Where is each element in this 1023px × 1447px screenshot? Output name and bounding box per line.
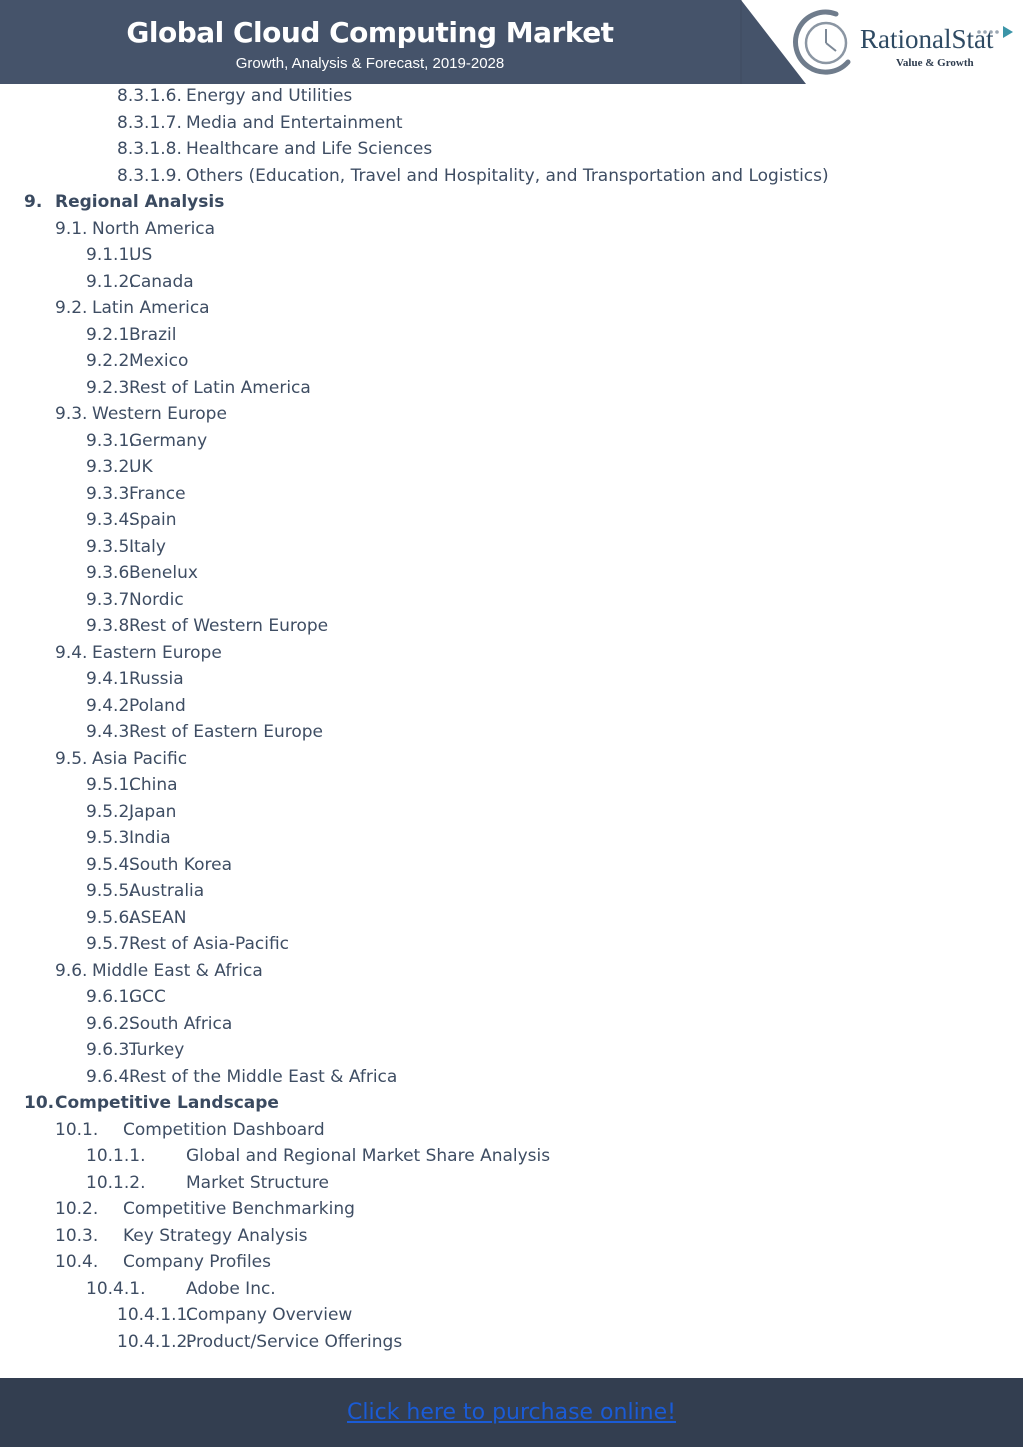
toc-label: Poland: [129, 695, 186, 716]
toc-number: 10.4.1.2.: [117, 1331, 193, 1352]
toc-number: 9.1.1.: [86, 245, 135, 265]
toc-label: Japan: [129, 801, 177, 822]
toc-number: 8.3.1.6.: [117, 86, 182, 106]
toc-label: Competitive Landscape: [55, 1093, 279, 1113]
toc-number: 9.3.5.: [86, 536, 135, 557]
toc-number: 9.6.4.: [86, 1066, 135, 1087]
document-subtitle: Growth, Analysis & Forecast, 2019-2028: [235, 55, 505, 72]
toc-number: 9.6.: [55, 960, 88, 981]
toc-number: 9.: [24, 192, 43, 212]
toc-number: 10.4.: [55, 1252, 99, 1272]
logo-wordmark: RationalStat: [860, 24, 994, 54]
toc-number: 9.3.2.: [86, 457, 135, 477]
toc-label: China: [129, 775, 178, 795]
toc-label: Rest of the Middle East & Africa: [129, 1066, 398, 1087]
purchase-online-link[interactable]: Click here to purchase online!: [347, 1400, 676, 1425]
toc-number: 9.5.7.: [86, 934, 135, 954]
toc-label: Brazil: [129, 324, 177, 345]
toc-label: Key Strategy Analysis: [123, 1225, 308, 1246]
toc-number: 9.4.3.: [86, 722, 135, 742]
toc-label: Eastern Europe: [92, 642, 222, 663]
toc-number: 10.1.2.: [86, 1172, 146, 1193]
toc-number: 9.5.6.: [86, 907, 135, 928]
toc-number: 9.6.3.: [86, 1040, 135, 1060]
toc-label: Italy: [129, 536, 166, 557]
toc-label: Western Europe: [92, 404, 227, 424]
toc-number: 9.3.1.: [86, 430, 135, 451]
toc-number: 9.3.7.: [86, 589, 135, 610]
toc-number: 10.4.1.1.: [117, 1305, 193, 1325]
toc-label: Company Overview: [186, 1305, 353, 1325]
toc-number: 9.2.: [55, 298, 88, 318]
document-title: Global Cloud Computing Market: [126, 16, 614, 49]
toc-number: 9.2.1.: [86, 324, 135, 345]
toc-label: Regional Analysis: [55, 192, 225, 212]
toc-number: 9.5.: [55, 748, 88, 769]
toc-label: Global and Regional Market Share Analysis: [186, 1146, 551, 1166]
toc-label: Benelux: [129, 563, 198, 583]
toc-label: Germany: [129, 430, 208, 451]
page-footer: [0, 1378, 1023, 1447]
toc-number: 9.5.3.: [86, 828, 135, 848]
toc-label: Latin America: [92, 298, 210, 318]
toc-label: Asia Pacific: [92, 748, 188, 769]
toc-number: 10.4.1.: [86, 1278, 146, 1299]
toc-label: ASEAN: [129, 907, 187, 928]
toc-label: US: [129, 245, 153, 265]
toc-number: 9.1.: [55, 218, 88, 239]
toc-number: 9.5.4.: [86, 854, 135, 875]
toc-number: 10.3.: [55, 1225, 99, 1246]
toc-number: 9.5.2.: [86, 801, 135, 822]
toc-label: India: [129, 828, 171, 848]
toc-label: Spain: [129, 510, 177, 530]
toc-number: 10.1.: [55, 1119, 99, 1140]
toc-label: Product/Service Offerings: [186, 1331, 403, 1352]
toc-label: Adobe Inc.: [186, 1278, 276, 1299]
toc-number: 9.2.3.: [86, 377, 135, 398]
toc-number: 9.3.6.: [86, 563, 135, 583]
toc-label: France: [129, 483, 186, 504]
toc-label: Rest of Asia-Pacific: [129, 934, 290, 954]
toc-number: 9.3.4.: [86, 510, 135, 530]
toc-label: Australia: [129, 881, 205, 901]
toc-label: UK: [129, 457, 153, 477]
toc-label: Competitive Benchmarking: [123, 1199, 355, 1219]
toc-number: 8.3.1.8.: [117, 139, 182, 159]
toc-label: South Korea: [129, 854, 233, 875]
toc-label: Others (Education, Travel and Hospitality, and Transportation and Logistics): [186, 165, 829, 186]
toc-number: 10.: [24, 1093, 55, 1113]
logo-tagline: Value & Growth: [896, 57, 974, 69]
toc-number: 9.4.: [55, 642, 88, 663]
toc-number: 9.3.: [55, 404, 88, 424]
toc-number: 10.2.: [55, 1199, 99, 1219]
toc-label: Rest of Western Europe: [129, 616, 329, 636]
toc-label: Turkey: [129, 1040, 185, 1060]
toc-label: Healthcare and Life Sciences: [186, 139, 433, 159]
toc-number: 8.3.1.7.: [117, 112, 182, 133]
toc-label: Canada: [129, 271, 194, 292]
toc-label: Company Profiles: [123, 1252, 271, 1272]
toc-number: 9.5.1.: [86, 775, 135, 795]
toc-label: Market Structure: [186, 1172, 329, 1193]
toc-label: South Africa: [129, 1013, 233, 1034]
toc-number: 9.2.2.: [86, 351, 135, 371]
toc-number: 9.3.3.: [86, 483, 135, 504]
toc-label: North America: [92, 218, 216, 239]
clock-logo-icon: [790, 8, 860, 78]
toc-label: Energy and Utilities: [186, 86, 353, 106]
toc-number: 9.4.1.: [86, 669, 135, 689]
toc-number: 9.5.5.: [86, 881, 135, 901]
toc-label: Mexico: [129, 351, 189, 371]
toc-label: Rest of Latin America: [129, 377, 311, 398]
toc-label: Rest of Eastern Europe: [129, 722, 324, 742]
toc-label: Russia: [129, 669, 184, 689]
toc-label: Competition Dashboard: [123, 1119, 325, 1140]
toc-number: 9.4.2.: [86, 695, 135, 716]
toc-number: 8.3.1.9.: [117, 165, 182, 186]
toc-number: 9.6.2.: [86, 1013, 135, 1034]
toc-label: GCC: [129, 987, 166, 1007]
toc-number: 9.3.8.: [86, 616, 135, 636]
toc-number: 10.1.1.: [86, 1146, 146, 1166]
toc-number: 9.1.2.: [86, 271, 135, 292]
toc-number: 9.6.1.: [86, 987, 135, 1007]
toc-label: Media and Entertainment: [186, 112, 403, 133]
toc-label: Middle East & Africa: [92, 960, 263, 981]
toc-label: Nordic: [129, 589, 184, 610]
